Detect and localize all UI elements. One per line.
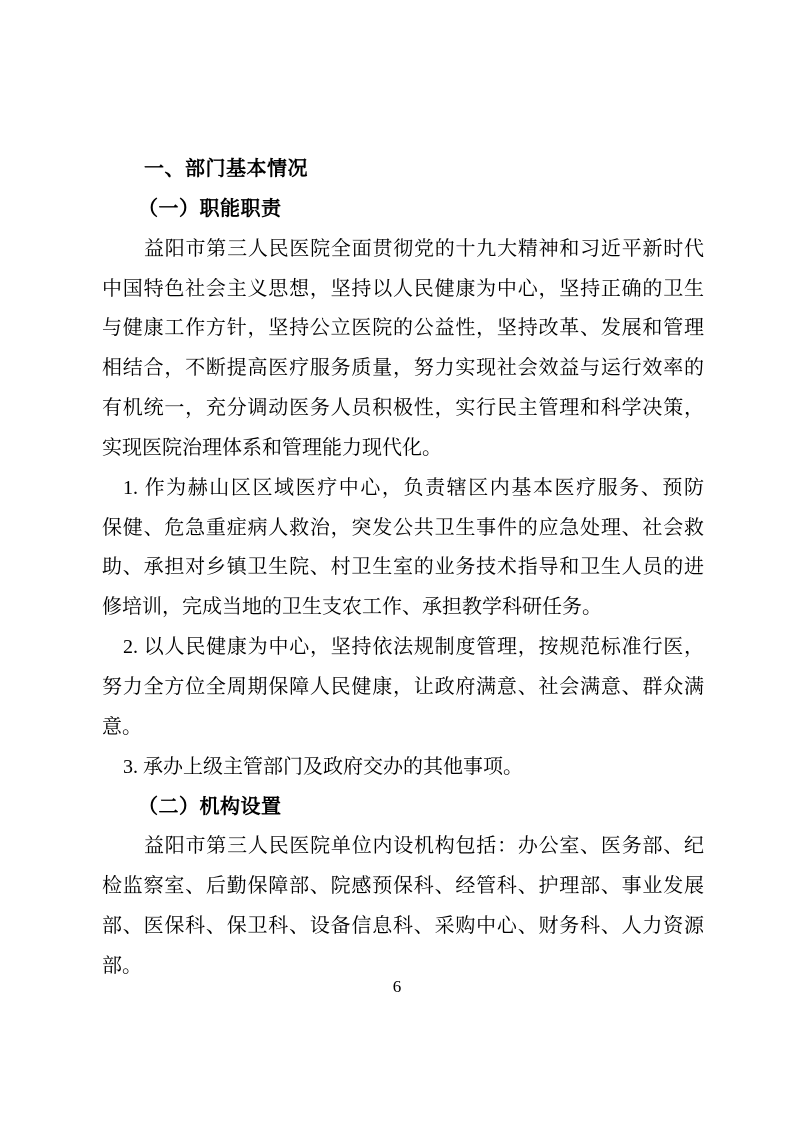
- paragraph-line: 益阳市第三人民医院全面贯彻党的十九大精神和习近平新时代: [144, 237, 704, 260]
- paragraph-line: 保健、危急重症病人救治，突发公共卫生事件的应急处理、社会救: [102, 516, 704, 539]
- paragraph-line: 助、承担对乡镇卫生院、村卫生室的业务技术指导和卫生人员的进: [102, 556, 704, 579]
- paragraph-line: 中国特色社会主义思想，坚持以人民健康为中心，坚持正确的卫生: [102, 277, 704, 300]
- section-heading: 一、部门基本情况: [144, 158, 308, 180]
- paragraph-line: 检监察室、后勤保障部、院感预保科、经管科、护理部、事业发展: [102, 875, 704, 898]
- paragraph-line: 努力全方位全周期保障人民健康，让政府满意、社会满意、群众满: [102, 675, 704, 698]
- subsection-heading: （一）职能职责: [138, 197, 282, 220]
- subsection-heading: （二）机构设置: [138, 795, 282, 818]
- paragraph-line: 有机统一，充分调动医务人员积极性，实行民主管理和科学决策，: [102, 397, 704, 420]
- paragraph-line: 益阳市第三人民医院单位内设机构包括：办公室、医务部、纪: [144, 835, 704, 858]
- paragraph-line: 部。: [102, 954, 142, 977]
- paragraph-line: 部、医保科、保卫科、设备信息科、采购中心、财务科、人力资源: [102, 915, 704, 938]
- page-number: 6: [392, 977, 402, 996]
- list-item-1-line: 1. 作为赫山区区域医疗中心，负责辖区内基本医疗服务、预防: [123, 476, 704, 499]
- paragraph-line: 相结合，不断提高医疗服务质量，努力实现社会效益与运行效率的: [102, 357, 704, 380]
- paragraph-line: 实现医院治理体系和管理能力现代化。: [102, 436, 442, 459]
- paragraph-line: 与健康工作方针，坚持公立医院的公益性，坚持改革、发展和管理: [102, 317, 704, 340]
- page-content: [102, 150, 704, 987]
- list-item-3-line: 3. 承办上级主管部门及政府交办的其他事项。: [123, 755, 523, 778]
- paragraph-line: 修培训，完成当地的卫生支农工作、承担教学科研任务。: [102, 596, 602, 619]
- paragraph-line: 意。: [102, 715, 142, 738]
- list-item-2-line: 2. 以人民健康为中心，坚持依法规制度管理，按规范标准行医，: [123, 636, 704, 659]
